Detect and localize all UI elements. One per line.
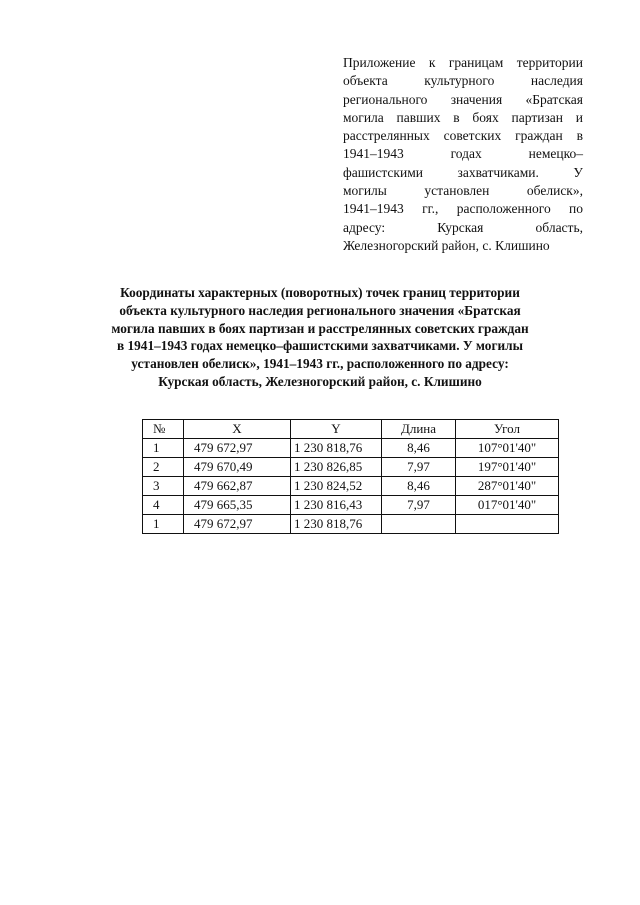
cell-angle: 017°01'40": [456, 496, 559, 515]
cell-y: 1 230 818,76: [291, 515, 382, 534]
table-row: [143, 458, 559, 477]
appendix-line: 1941–1943 гг., расположенного по: [343, 201, 583, 217]
cell-y: 1 230 818,76: [291, 439, 382, 458]
appendix-line: Приложение к границам территории: [343, 55, 583, 70]
appendix-line: расстрелянных советских граждан в: [343, 128, 583, 144]
appendix-line: объекта культурного наследия: [343, 73, 583, 89]
table-row: [143, 496, 559, 515]
title-line: могила павших в боях партизан и расстрелянных советских граждан: [111, 320, 529, 336]
appendix-line: могила павших в боях партизан и: [343, 109, 583, 125]
appendix-line: Железногорский район, с. Клишино: [343, 237, 550, 253]
cell-x: 479 672,97: [184, 515, 291, 534]
cell-number: 1: [143, 439, 184, 458]
cell-x: 479 672,97: [184, 439, 291, 458]
appendix-line: 1941–1943 годах немецко–: [343, 146, 583, 162]
cell-length: 8,46: [382, 477, 456, 496]
title-line: объекта культурного наследия регионального значения «Братская: [119, 302, 521, 318]
cell-length: 7,97: [382, 496, 456, 515]
header-angle: Угол: [456, 420, 559, 439]
cell-length: [382, 515, 456, 534]
cell-angle: [456, 515, 559, 534]
appendix-line: могилы установлен обелиск»,: [343, 183, 583, 199]
appendix-line: регионального значения «Братская: [343, 91, 583, 107]
cell-number: 2: [143, 458, 184, 477]
cell-angle: 287°01'40": [456, 477, 559, 496]
cell-length: 7,97: [382, 458, 456, 477]
cell-y: 1 230 824,52: [291, 477, 382, 496]
title-line: Курская область, Железногорский район, с. Клишино: [158, 373, 482, 389]
header-x: X: [184, 420, 291, 439]
title-line: установлен обелиск», 1941–1943 гг., расположенного по адресу:: [131, 356, 509, 372]
appendix-line: фашистскими захватчиками. У: [343, 164, 583, 180]
cell-x: 479 662,87: [184, 477, 291, 496]
cell-x: 479 665,35: [184, 496, 291, 515]
table-header-row: [143, 420, 559, 439]
cell-number: 4: [143, 496, 184, 515]
coordinates-table: [142, 419, 559, 534]
cell-angle: 197°01'40": [456, 458, 559, 477]
header-y: Y: [291, 420, 382, 439]
cell-angle: 107°01'40": [456, 439, 559, 458]
table-row: [143, 477, 559, 496]
document-title: [70, 284, 570, 391]
cell-y: 1 230 816,43: [291, 496, 382, 515]
cell-x: 479 670,49: [184, 458, 291, 477]
appendix-note: [343, 54, 583, 255]
table-row: [143, 515, 559, 534]
appendix-line: адресу: Курская область,: [343, 219, 583, 235]
cell-y: 1 230 826,85: [291, 458, 382, 477]
header-number: №: [143, 420, 184, 439]
cell-length: 8,46: [382, 439, 456, 458]
cell-number: 3: [143, 477, 184, 496]
table-row: [143, 439, 559, 458]
title-line: в 1941–1943 годах немецко–фашистскими захватчиками. У могилы: [117, 338, 523, 354]
header-length: Длина: [382, 420, 456, 439]
title-line: Координаты характерных (поворотных) точек границ территории: [120, 285, 520, 300]
cell-number: 1: [143, 515, 184, 534]
